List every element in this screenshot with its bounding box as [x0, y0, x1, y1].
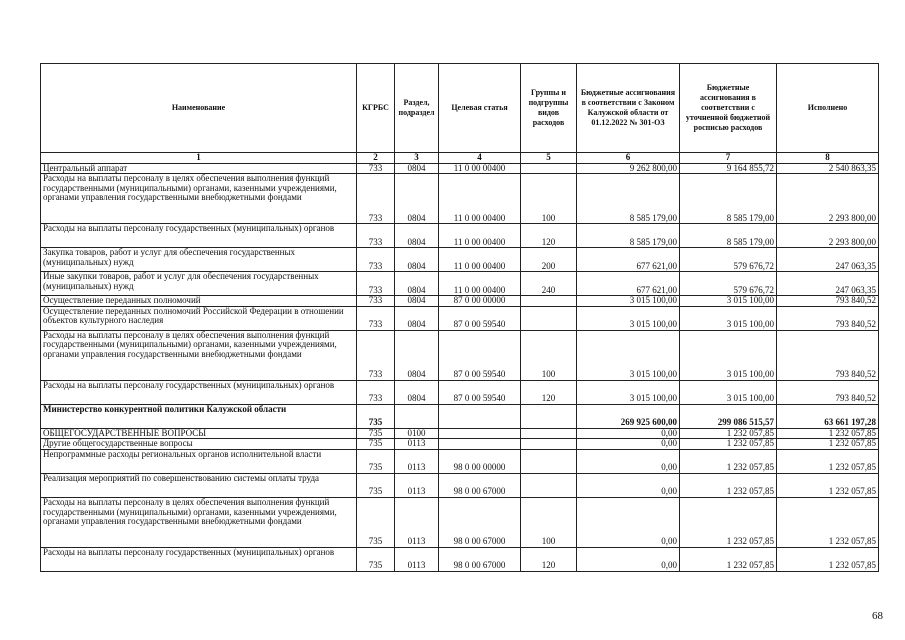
row-name: Реализация мероприятий по совершенствованию системы оплаты труда [41, 473, 357, 497]
row-kgrbs: 735 [357, 497, 395, 547]
row-section: 0100 [395, 428, 439, 439]
table-row [41, 224, 879, 248]
row-budget-law: 8 585 179,00 [577, 174, 680, 224]
header-name: Наименование [41, 64, 357, 153]
row-target: 11 0 00 00400 [439, 163, 521, 174]
row-kgrbs: 733 [357, 380, 395, 404]
row-name: Непрограммные расходы региональных органов исполнительной власти [41, 449, 357, 473]
table-row [41, 380, 879, 404]
header-section: Раздел, подраздел [395, 64, 439, 153]
row-budget-refined: 3 015 100,00 [680, 296, 777, 307]
row-budget-law: 269 925 600,00 [577, 404, 680, 428]
table-row [41, 330, 879, 380]
row-name: Расходы на выплаты персоналу в целях обеспечения выполнения функций государственными (муниципальными) органами, казенными учреждениями, органами управления государственными внебюджетными фондами [41, 330, 357, 380]
table-body [41, 163, 879, 571]
row-target: 11 0 00 00400 [439, 174, 521, 224]
row-budget-refined: 8 585 179,00 [680, 174, 777, 224]
row-name: Другие общегосударственные вопросы [41, 439, 357, 450]
row-name: Расходы на выплаты персоналу государственных (муниципальных) органов [41, 380, 357, 404]
col-number: 1 [41, 153, 357, 164]
table-row [41, 248, 879, 272]
row-name: Министерство конкурентной политики Калужской области [41, 404, 357, 428]
table-row [41, 439, 879, 450]
row-target: 87 0 00 59540 [439, 306, 521, 330]
row-group: 120 [521, 547, 577, 571]
header-budget-refined: Бюджетные ассигнования в соответствии с уточненной бюджетной росписью расходов [680, 64, 777, 153]
row-executed: 2 293 800,00 [777, 174, 879, 224]
row-section: 0113 [395, 439, 439, 450]
table-row [41, 449, 879, 473]
row-kgrbs: 735 [357, 439, 395, 450]
row-budget-law: 0,00 [577, 547, 680, 571]
row-target: 98 0 00 00000 [439, 449, 521, 473]
header-budget-law: Бюджетные ассигнования в соответствии с Законом Калужской области от 01.12.2022 № 301-ОЗ [577, 64, 680, 153]
row-section [395, 404, 439, 428]
row-executed: 247 063,35 [777, 248, 879, 272]
header-executed: Исполнено [777, 64, 879, 153]
row-section: 0804 [395, 272, 439, 296]
row-kgrbs: 733 [357, 330, 395, 380]
row-group [521, 428, 577, 439]
row-kgrbs: 735 [357, 449, 395, 473]
row-section: 0804 [395, 380, 439, 404]
table-row [41, 428, 879, 439]
row-executed: 1 232 057,85 [777, 547, 879, 571]
row-section: 0113 [395, 497, 439, 547]
row-kgrbs: 733 [357, 248, 395, 272]
table-row [41, 272, 879, 296]
row-target: 11 0 00 00400 [439, 272, 521, 296]
row-executed: 2 293 800,00 [777, 224, 879, 248]
row-target: 98 0 00 67000 [439, 497, 521, 547]
row-budget-refined: 1 232 057,85 [680, 439, 777, 450]
row-name: Осуществление переданных полномочий [41, 296, 357, 307]
row-name: Закупка товаров, работ и услуг для обеспечения государственных (муниципальных) нужд [41, 248, 357, 272]
row-budget-refined: 579 676,72 [680, 248, 777, 272]
col-number: 7 [680, 153, 777, 164]
row-group: 240 [521, 272, 577, 296]
table-row [41, 404, 879, 428]
row-name: Расходы на выплаты персоналу в целях обеспечения выполнения функций государственными (муниципальными) органами, казенными учреждениями, органами управления государственными внебюджетными фондами [41, 174, 357, 224]
row-section: 0804 [395, 163, 439, 174]
row-executed: 1 232 057,85 [777, 428, 879, 439]
col-number: 6 [577, 153, 680, 164]
header-groups: Группы и подгруппы видов расходов [521, 64, 577, 153]
row-budget-law: 0,00 [577, 497, 680, 547]
row-section: 0804 [395, 224, 439, 248]
row-name: Иные закупки товаров, работ и услуг для обеспечения государственных (муниципальных) нужд [41, 272, 357, 296]
col-number: 5 [521, 153, 577, 164]
row-executed: 2 540 863,35 [777, 163, 879, 174]
row-budget-refined: 3 015 100,00 [680, 380, 777, 404]
row-budget-law: 677 621,00 [577, 272, 680, 296]
row-kgrbs: 733 [357, 163, 395, 174]
row-executed: 1 232 057,85 [777, 439, 879, 450]
row-target: 87 0 00 59540 [439, 380, 521, 404]
row-section: 0804 [395, 330, 439, 380]
col-number: 3 [395, 153, 439, 164]
row-executed: 793 840,52 [777, 306, 879, 330]
row-budget-law: 3 015 100,00 [577, 306, 680, 330]
row-group: 100 [521, 330, 577, 380]
row-kgrbs: 733 [357, 306, 395, 330]
row-budget-refined: 1 232 057,85 [680, 497, 777, 547]
row-budget-refined: 1 232 057,85 [680, 428, 777, 439]
row-group [521, 439, 577, 450]
row-group: 200 [521, 248, 577, 272]
row-group [521, 163, 577, 174]
row-executed: 1 232 057,85 [777, 449, 879, 473]
row-kgrbs: 733 [357, 174, 395, 224]
row-budget-law: 0,00 [577, 428, 680, 439]
row-budget-law: 3 015 100,00 [577, 296, 680, 307]
row-executed: 1 232 057,85 [777, 473, 879, 497]
row-budget-law: 3 015 100,00 [577, 330, 680, 380]
row-target: 87 0 00 00000 [439, 296, 521, 307]
row-budget-refined: 299 086 515,57 [680, 404, 777, 428]
row-target: 98 0 00 67000 [439, 547, 521, 571]
column-number-row [41, 153, 879, 164]
row-budget-law: 0,00 [577, 473, 680, 497]
row-group: 120 [521, 224, 577, 248]
table-row [41, 473, 879, 497]
row-budget-law: 0,00 [577, 439, 680, 450]
table-row [41, 497, 879, 547]
row-kgrbs: 735 [357, 428, 395, 439]
row-executed: 793 840,52 [777, 380, 879, 404]
header-kgrbs: КГРБС [357, 64, 395, 153]
row-target: 87 0 00 59540 [439, 330, 521, 380]
row-target [439, 428, 521, 439]
row-kgrbs: 733 [357, 224, 395, 248]
row-kgrbs: 733 [357, 272, 395, 296]
row-name: ОБЩЕГОСУДАРСТВЕННЫЕ ВОПРОСЫ [41, 428, 357, 439]
row-target: 11 0 00 00400 [439, 248, 521, 272]
col-number: 4 [439, 153, 521, 164]
row-group: 120 [521, 380, 577, 404]
row-kgrbs: 735 [357, 547, 395, 571]
row-budget-refined: 3 015 100,00 [680, 306, 777, 330]
row-group: 100 [521, 174, 577, 224]
header-target: Целевая статья [439, 64, 521, 153]
row-name: Расходы на выплаты персоналу государственных (муниципальных) органов [41, 224, 357, 248]
row-budget-refined: 9 164 855,72 [680, 163, 777, 174]
row-section: 0113 [395, 473, 439, 497]
row-kgrbs: 733 [357, 296, 395, 307]
row-executed: 63 661 197,28 [777, 404, 879, 428]
row-group [521, 449, 577, 473]
row-section: 0804 [395, 174, 439, 224]
row-executed: 1 232 057,85 [777, 497, 879, 547]
row-section: 0113 [395, 449, 439, 473]
row-target [439, 439, 521, 450]
table-row [41, 306, 879, 330]
row-budget-law: 677 621,00 [577, 248, 680, 272]
header-row [41, 64, 879, 153]
table-row [41, 174, 879, 224]
row-executed: 247 063,35 [777, 272, 879, 296]
col-number: 8 [777, 153, 879, 164]
row-group: 100 [521, 497, 577, 547]
row-section: 0804 [395, 296, 439, 307]
row-target: 11 0 00 00400 [439, 224, 521, 248]
row-section: 0113 [395, 547, 439, 571]
row-budget-refined: 8 585 179,00 [680, 224, 777, 248]
row-group [521, 306, 577, 330]
row-executed: 793 840,52 [777, 330, 879, 380]
table-row [41, 296, 879, 307]
row-group [521, 404, 577, 428]
row-budget-refined: 1 232 057,85 [680, 547, 777, 571]
row-budget-refined: 1 232 057,85 [680, 473, 777, 497]
table-row [41, 547, 879, 571]
budget-table [40, 63, 879, 572]
row-group [521, 473, 577, 497]
row-kgrbs: 735 [357, 473, 395, 497]
row-section: 0804 [395, 306, 439, 330]
row-budget-refined: 579 676,72 [680, 272, 777, 296]
row-name: Осуществление переданных полномочий Российской Федерации в отношении объектов культурного наследия [41, 306, 357, 330]
row-name: Расходы на выплаты персоналу государственных (муниципальных) органов [41, 547, 357, 571]
row-kgrbs: 735 [357, 404, 395, 428]
row-section: 0804 [395, 248, 439, 272]
table-row [41, 163, 879, 174]
row-group [521, 296, 577, 307]
row-budget-law: 8 585 179,00 [577, 224, 680, 248]
row-budget-law: 0,00 [577, 449, 680, 473]
row-budget-law: 9 262 800,00 [577, 163, 680, 174]
row-name: Расходы на выплаты персоналу в целях обеспечения выполнения функций государственными (муниципальными) органами, казенными учреждениями, органами управления государственными внебюджетными фондами [41, 497, 357, 547]
page-number: 68 [872, 610, 883, 622]
row-target: 98 0 00 67000 [439, 473, 521, 497]
row-budget-refined: 1 232 057,85 [680, 449, 777, 473]
row-target [439, 404, 521, 428]
col-number: 2 [357, 153, 395, 164]
row-budget-law: 3 015 100,00 [577, 380, 680, 404]
row-name: Центральный аппарат [41, 163, 357, 174]
row-budget-refined: 3 015 100,00 [680, 330, 777, 380]
row-executed: 793 840,52 [777, 296, 879, 307]
